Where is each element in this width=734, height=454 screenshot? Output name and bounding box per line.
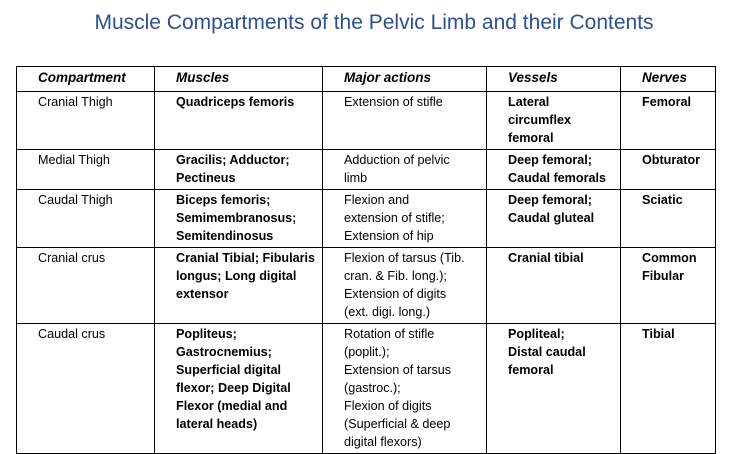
header-vessels: Vessels [487,67,621,92]
cell-line: Caudal femorals [508,171,606,185]
cell-compartment [17,190,155,248]
cell-line: Caudal gluteal [508,211,595,225]
cell-line: Popliteal; [508,327,565,341]
cell-line: lateral heads) [176,417,258,431]
header-muscles: Muscles [155,67,323,92]
cell-line: Medial Thigh [38,153,110,167]
cell-line: Cranial tibial [508,251,584,265]
cell-line: Superficial digital [176,363,281,377]
cell-line: (Superficial & deep [344,417,451,431]
cell-line: Extension of stifle [344,95,443,109]
cell-nerves [621,248,716,324]
cell-line: Distal caudal [508,345,586,359]
cell-vessels [487,92,621,150]
cell-muscles [155,324,323,454]
cell-line: extension of stifle; [344,211,445,225]
cell-vessels [487,190,621,248]
cell-line: Cranial Tibial; Fibularis [176,251,316,265]
cell-line: Fibular [642,269,684,283]
cell-major-actions [323,190,487,248]
cell-line: Caudal Thigh [38,193,113,207]
cell-line: (poplit.); [344,345,390,359]
header-nerves: Nerves [621,67,716,92]
cell-muscles [155,150,323,190]
cell-line: (ext. digi. long.) [344,305,431,319]
cell-line: Gastrocnemius; [176,345,272,359]
cell-line: Deep femoral; [508,193,592,207]
cell-compartment [17,324,155,454]
cell-line: Flexion of digits [344,399,432,413]
header-major-actions: Major actions [323,67,487,92]
cell-muscles [155,190,323,248]
cell-line: femoral [508,363,554,377]
cell-line: cran. & Fib. long.); [344,269,447,283]
cell-line: Biceps femoris; [176,193,271,207]
cell-line: Pectineus [176,171,236,185]
cell-compartment [17,248,155,324]
cell-line: Quadriceps femoris [176,95,295,109]
cell-line: Cranial crus [38,251,106,265]
cell-line: Extension of hip [344,229,434,243]
cell-line: flexor; Deep Digital [176,381,291,395]
cell-line: digital flexors) [344,435,422,449]
cell-line: Adduction of pelvic [344,153,450,167]
cell-line: Semitendinosus [176,229,274,243]
cell-major-actions [323,248,487,324]
table-row [17,190,716,248]
compartments-table [16,66,716,454]
cell-vessels [487,150,621,190]
cell-nerves [621,150,716,190]
cell-line: Flexion of tarsus (Tib. [344,251,465,265]
cell-muscles [155,248,323,324]
cell-line: Gracilis; Adductor; [176,153,290,167]
header-compartment: Compartment [17,67,155,92]
cell-line: Common [642,251,697,265]
cell-nerves [621,324,716,454]
table-body [17,92,716,454]
table-header-row [17,67,716,92]
table-row [17,150,716,190]
cell-line: Caudal crus [38,327,106,341]
cell-line: circumflex [508,113,571,127]
cell-line: Lateral [508,95,550,109]
cell-line: Flexion and [344,193,410,207]
cell-vessels [487,248,621,324]
cell-line: Popliteus; [176,327,237,341]
cell-line: limb [344,171,368,185]
cell-line: extensor [176,287,229,301]
cell-major-actions [323,92,487,150]
cell-line: Flexor (medial and [176,399,288,413]
cell-line: Cranial Thigh [38,95,113,109]
cell-compartment [17,150,155,190]
cell-compartment [17,92,155,150]
cell-line: (gastroc.); [344,381,401,395]
cell-line: Femoral [642,95,691,109]
table-row [17,324,716,454]
cell-line: Extension of tarsus [344,363,452,377]
cell-muscles [155,92,323,150]
cell-nerves [621,92,716,150]
cell-line: Extension of digits [344,287,447,301]
cell-line: Tibial [642,327,675,341]
cell-line: longus; Long digital [176,269,297,283]
cell-line: Obturator [642,153,701,167]
cell-major-actions [323,150,487,190]
table-row [17,248,716,324]
cell-major-actions [323,324,487,454]
table-row [17,92,716,150]
cell-line: femoral [508,131,554,145]
cell-vessels [487,324,621,454]
cell-line: Deep femoral; [508,153,592,167]
cell-line: Rotation of stifle [344,327,435,341]
cell-line: Semimembranosus; [176,211,297,225]
cell-line: Sciatic [642,193,683,207]
cell-nerves [621,190,716,248]
page-title: Muscle Compartments of the Pelvic Limb and their Contents [94,11,654,34]
